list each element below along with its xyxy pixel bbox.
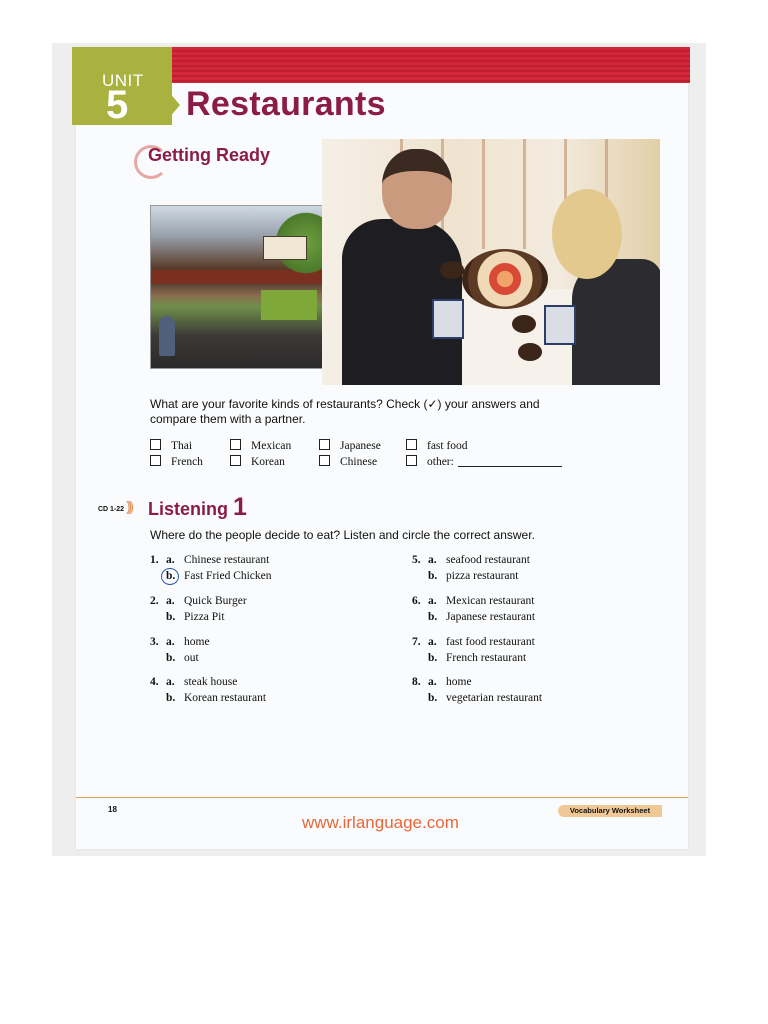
answer-option-b[interactable]: out — [184, 652, 199, 664]
sushi-platter-shape — [462, 249, 548, 309]
checkbox-icon[interactable] — [230, 455, 241, 466]
checkbox-icon[interactable] — [319, 439, 330, 450]
checkbox-icon[interactable] — [319, 455, 330, 466]
getting-ready-question — [150, 397, 610, 427]
answer-option-a[interactable]: Chinese restaurant — [184, 554, 270, 566]
footer-divider — [76, 797, 688, 798]
unit-number: 5 — [106, 83, 129, 127]
man-head-shape — [382, 149, 452, 229]
checkbox-icon[interactable] — [406, 455, 417, 466]
answer-item: 7. a. fast food restaurant b. French restaurant — [412, 636, 535, 664]
getting-ready-heading: Getting Ready — [148, 145, 271, 165]
answer-item: 5. a. seafood restaurant b. pizza restaurant — [412, 554, 530, 582]
checkbox-icon[interactable] — [150, 455, 161, 466]
answer-option-a[interactable]: Mexican restaurant — [446, 595, 535, 607]
answer-option-a[interactable]: fast food restaurant — [446, 636, 535, 648]
answer-item: 1. a. Chinese restaurant b. Fast Fried Chicken — [150, 552, 350, 584]
answer-option-b[interactable]: Pizza Pit — [184, 611, 225, 623]
checkbox-option[interactable]: French — [150, 455, 203, 468]
answer-option-b[interactable]: Korean restaurant — [184, 692, 267, 704]
unit-title: Restaurants — [186, 85, 386, 123]
listening-heading — [148, 493, 247, 522]
answer-item: 2. a. Quick Burger b. Pizza Pit — [150, 595, 247, 623]
checkbox-option[interactable]: Japanese — [319, 439, 381, 452]
audio-wave-icon: ))) — [126, 498, 131, 514]
unit-badge — [72, 47, 172, 125]
checkbox-icon[interactable] — [406, 439, 417, 450]
sushi-plate-shape — [432, 299, 464, 339]
answer-option-a[interactable]: Quick Burger — [184, 595, 247, 607]
checkbox-option[interactable]: Korean — [230, 455, 285, 468]
answer-option-a[interactable]: seafood restaurant — [446, 554, 530, 566]
sushi-plate-shape — [544, 305, 576, 345]
listening-heading-number: 1 — [233, 493, 247, 521]
checkbox-option[interactable]: Mexican — [230, 439, 291, 452]
header-stripe-bar — [172, 47, 690, 83]
answer-option-b[interactable]: French restaurant — [446, 652, 527, 664]
answer-option-b[interactable]: Japanese restaurant — [446, 611, 536, 623]
soy-bowl-shape — [518, 343, 542, 361]
website-link[interactable]: www.irlanguage.com — [302, 813, 459, 832]
answer-option-b[interactable]: vegetarian restaurant — [446, 692, 543, 704]
question-line: compare them with a partner. — [150, 412, 306, 426]
answer-option-a[interactable]: home — [184, 636, 210, 648]
other-blank-line[interactable] — [458, 466, 562, 467]
question-line: What are your favorite kinds of restaurants? Check (✓) your answers and — [150, 397, 540, 411]
woman-figure — [552, 189, 660, 385]
checkbox-option[interactable]: Thai — [150, 439, 192, 452]
answer-item: 3. a. home b. out — [150, 636, 210, 664]
answer-option-a[interactable]: steak house — [184, 676, 238, 688]
couple-dining-photo — [322, 139, 660, 385]
title-arrow-icon — [168, 91, 180, 119]
noren-curtain-shape — [261, 290, 317, 320]
checkbox-option[interactable]: fast food — [406, 439, 468, 452]
answer-item: 6. a. Mexican restaurant b. Japanese restaurant — [412, 595, 536, 623]
worksheet-page — [76, 47, 688, 849]
answer-item: 8. a. home b. vegetarian restaurant — [412, 676, 543, 704]
vocabulary-worksheet-tag: Vocabulary Worksheet — [558, 805, 662, 817]
woman-hair-shape — [552, 189, 622, 279]
checkbox-icon[interactable] — [150, 439, 161, 450]
cd-track-label: CD 1-22 — [98, 506, 125, 513]
answer-item: 4. a. steak house b. Korean restaurant — [150, 676, 267, 704]
listening-question: Where do the people decide to eat? Listen and circle the correct answer. — [150, 528, 535, 542]
person-shape — [159, 316, 175, 356]
unit-label: UNIT — [102, 71, 144, 90]
scanned-page-background — [52, 43, 706, 856]
soy-bowl-shape — [512, 315, 536, 333]
checkbox-option[interactable]: Chinese — [319, 455, 377, 468]
answer-option-a[interactable]: home — [446, 676, 472, 688]
checkbox-option[interactable]: other: — [406, 455, 562, 468]
checkbox-icon[interactable] — [230, 439, 241, 450]
answer-option-b[interactable]: Fast Fried Chicken — [184, 570, 272, 582]
page-number: 18 — [108, 805, 117, 814]
listening-heading-word: Listening — [148, 499, 228, 519]
soy-bowl-shape — [440, 261, 464, 279]
shop-sign-shape — [263, 236, 307, 260]
answer-option-b[interactable]: pizza restaurant — [446, 570, 519, 582]
restaurant-street-photo — [150, 205, 342, 369]
